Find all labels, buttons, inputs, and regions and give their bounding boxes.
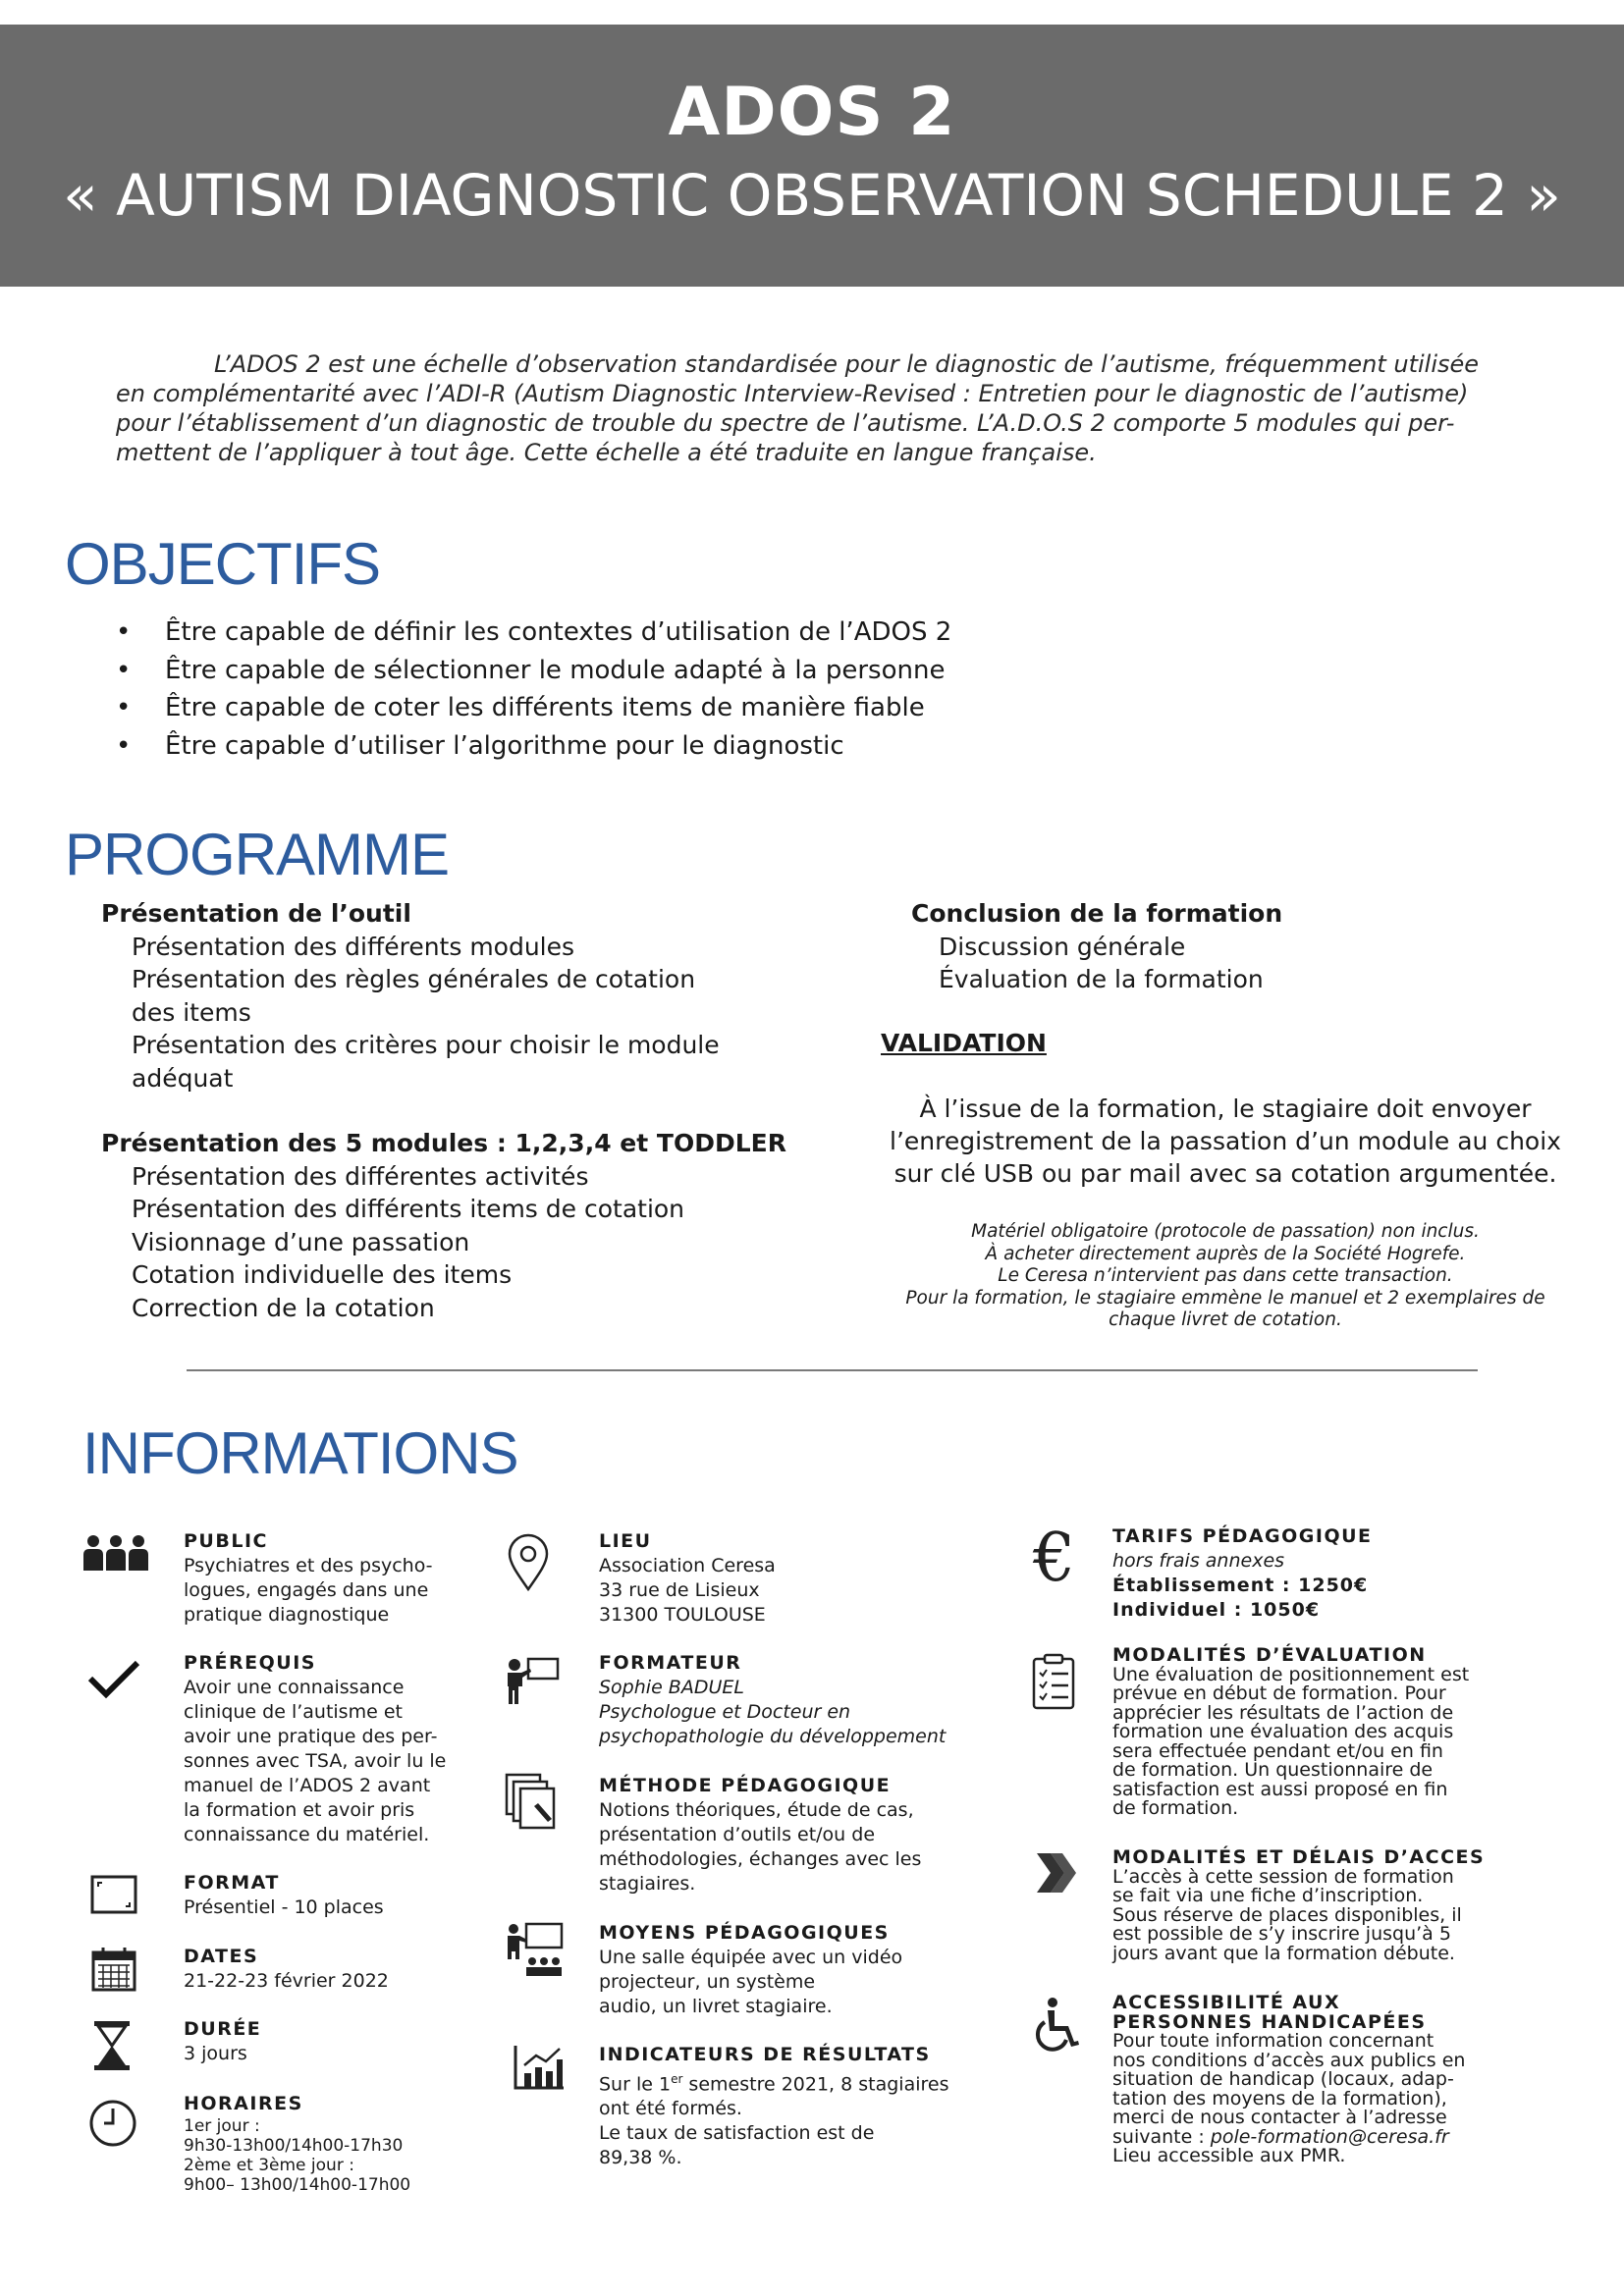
intro-paragraph <box>116 349 1547 467</box>
programme-item: Correction de la cotation <box>132 1293 435 1322</box>
info-indicateurs: INDICATEURS DE RÉSULTATS Sur le 1er semestre 2021, 8 stagiaires ont été formés. Le taux de satisfaction est de 89,38 %. <box>599 2044 949 2169</box>
info-horaires: HORAIRES 1er jour : 9h30-13h00/14h00-17h30 2ème et 3ème jour : 9h00– 13h00/14h00-17h00 <box>184 2093 411 2195</box>
documents-icon <box>505 1773 560 1830</box>
location-pin-icon <box>507 1533 550 1592</box>
info-methode: MÉTHODE PÉDAGOGIQUE Notions théoriques, étude de cas, présentation d’outils et/ou de méthodologies, échanges avec les stagiaires. <box>599 1775 922 1895</box>
programme-heading: Présentation des 5 modules : 1,2,3,4 et TODDLER <box>101 1129 786 1157</box>
informations-title: INFORMATIONS <box>82 1420 518 1486</box>
euro-icon: € <box>1033 1520 1076 1597</box>
info-lieu: LIEU Association Ceresa 33 rue de Lisieux 31300 TOULOUSE <box>599 1530 776 1626</box>
info-accessibilite: ACCESSIBILITÉ AUX PERSONNES HANDICAPÉES Pour toute information concernant nos conditions d’accès aux publics en situation de handicap (locaux, adap- tation des moyens de la formation), merci de nous contacter à l’adresse suivante : pole-formation@ceresa.fr Lieu accessible aux PMR. <box>1112 1992 1466 2166</box>
info-duree: DURÉE 3 jours <box>184 2018 262 2064</box>
info-format: FORMAT Présentiel - 10 places <box>184 1872 384 1918</box>
objectifs-list <box>116 614 951 765</box>
bullet-icon: • <box>116 655 132 685</box>
programme-item: Visionnage d’une passation <box>132 1227 470 1256</box>
validation-text: À l’issue de la formation, le stagiaire doit envoyer l’enregistrement de la passation d’un module au choix sur clé USB ou par mail avec sa cotation argumentée. <box>890 1095 1561 1188</box>
programme-left-column <box>101 897 808 1324</box>
programme-item: Présentation des différents items de cotation <box>132 1195 685 1223</box>
info-public: PUBLIC Psychiatres et des psycho- logues, engagés dans une pratique diagnostique <box>184 1530 433 1626</box>
programme-heading: Présentation de l’outil <box>101 899 411 928</box>
check-icon <box>86 1657 141 1700</box>
programme-item: adéquat <box>132 1063 234 1093</box>
list-item: • Être capable de définir les contextes d’utilisation de l’ADOS 2 <box>116 614 951 652</box>
intro-line: L’ADOS 2 est une échelle d’observation standardisée pour le diagnostic de l’autisme, fréquemment utilisée <box>214 350 1480 378</box>
intro-line: pour l’établissement d’un diagnostic de trouble du spectre de l’autisme. L’A.D.O.S 2 comporte 5 modules qui per- <box>116 409 1455 437</box>
chart-icon <box>513 2044 566 2091</box>
calendar-icon <box>90 1946 137 1993</box>
list-item: • Être capable de sélectionner le module adapté à la personne <box>116 652 951 690</box>
intro-line: en complémentarité avec l’ADI-R (Autism Diagnostic Interview-Revised : Entretien pour le diagnostic de l’autisme) <box>116 380 1469 407</box>
page-subtitle: « AUTISM DIAGNOSTIC OBSERVATION SCHEDULE 2 » <box>63 162 1561 229</box>
info-prerequis: PRÉREQUIS Avoir une connaissance clinique de l’autisme et avoir une pratique des per- sonnes avec TSA, avoir lu le manuel de l’ADOS 2 avant la formation et avoir pris connaissance du matériel. <box>184 1652 447 1845</box>
bullet-icon: • <box>116 730 132 761</box>
info-dates: DATES 21-22-23 février 2022 <box>184 1946 389 1992</box>
programme-item: Présentation des différentes activités <box>132 1161 589 1191</box>
info-formateur: FORMATEUR Sophie BADUEL Psychologue et Docteur en psychopathologie du développement <box>599 1652 947 1747</box>
programme-item: Présentation des critères pour choisir le module <box>132 1031 720 1059</box>
info-tarifs: TARIFS PÉDAGOGIQUE hors frais annexes Établissement : 1250€ Individuel : 1050€ <box>1112 1525 1373 1621</box>
info-moyens: MOYENS PÉDAGOGIQUES Une salle équipée avec un vidéo projecteur, un système audio, un livret stagiaire. <box>599 1922 903 2017</box>
teacher-icon <box>505 1657 560 1706</box>
checklist-icon <box>1031 1653 1076 1710</box>
programme-item: Présentation des différents modules <box>132 932 575 961</box>
double-chevron-icon <box>1035 1851 1078 1895</box>
wheelchair-icon <box>1033 1997 1082 2052</box>
programme-item: Discussion générale <box>939 932 1186 961</box>
objectifs-title: OBJECTIFS <box>65 531 381 597</box>
programme-item: Évaluation de la formation <box>939 965 1264 993</box>
group-icon <box>82 1533 149 1573</box>
programme-item: Cotation individuelle des items <box>132 1260 513 1289</box>
bullet-icon: • <box>116 617 132 647</box>
programme-title: PROGRAMME <box>65 822 450 887</box>
contact-email[interactable]: pole-formation@ceresa.fr <box>1210 2125 1449 2148</box>
bullet-icon: • <box>116 693 132 722</box>
programme-heading: Conclusion de la formation <box>911 899 1283 928</box>
page-title: ADOS 2 <box>668 74 956 151</box>
frame-icon <box>90 1875 137 1914</box>
info-evaluation: MODALITÉS D’ÉVALUATION Une évaluation de positionnement est prévue en début de formation. Pour apprécier les résultats de l’action de formation une évaluation des acquis sera effectuée pendant et/ou en fin de formation. Un questionnaire de satisfaction est aussi proposé en fin de formation. <box>1112 1644 1470 1819</box>
clock-icon <box>88 2099 137 2148</box>
classroom-icon <box>505 1922 566 1977</box>
info-acces: MODALITÉS ET DÉLAIS D’ACCES L’accès à cette session de formation se fait via une fiche d’inscription. Sous réserve de places disponibles, il est possible de s’y inscrire jusqu’à 5 jours avant que la formation débute. <box>1112 1846 1486 1964</box>
intro-line: mettent de l’appliquer à tout âge. Cette échelle a été traduite en langue française. <box>116 439 1097 466</box>
divider <box>187 1369 1478 1371</box>
programme-right-column <box>911 897 1598 996</box>
validation-note: Matériel obligatoire (protocole de passation) non inclus. À acheter directement auprès de la Société Hogrefe. Le Ceresa n’intervient pas dans cette transaction. Pour la formation, le stagiaire emmène le manuel et 2 exemplaires de chaque livret de cotation. <box>905 1221 1545 1330</box>
list-item: • Être capable d’utiliser l’algorithme pour le diagnostic <box>116 727 951 766</box>
programme-item: des items <box>132 997 251 1027</box>
programme-item: Présentation des règles générales de cotation <box>132 965 696 993</box>
hourglass-icon <box>92 2020 132 2071</box>
list-item: • Être capable de coter les différents items de manière fiable <box>116 689 951 727</box>
title-banner <box>0 25 1624 287</box>
validation-heading: VALIDATION <box>881 1029 1047 1057</box>
